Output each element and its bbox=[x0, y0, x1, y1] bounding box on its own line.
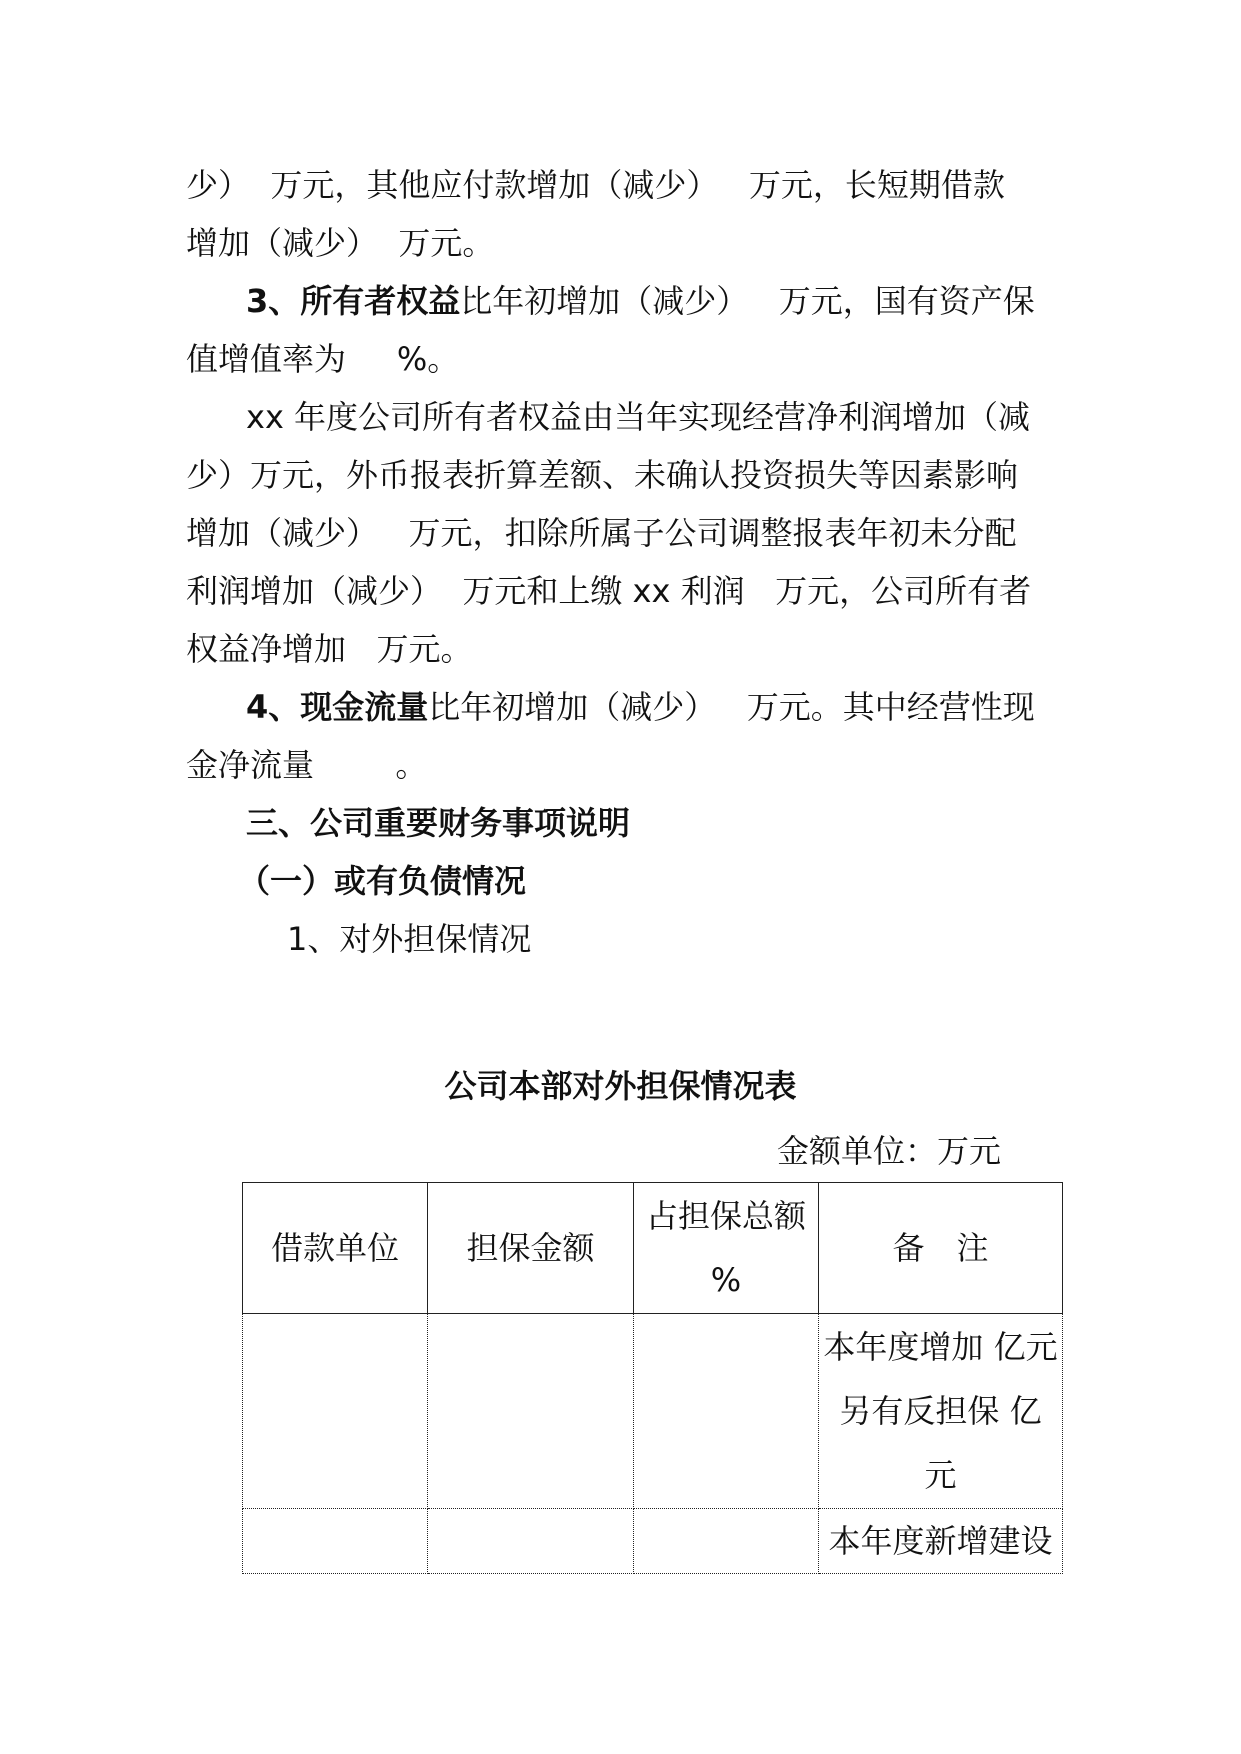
cell-share bbox=[634, 1314, 819, 1509]
body-line-7: 增加（减少） 万元，扣除所属子公司调整报表年初未分配 bbox=[186, 514, 1017, 552]
cell-amount bbox=[428, 1509, 634, 1574]
body-line-6: 少）万元，外币报表折算差额、未确认投资损失等因素影响 bbox=[186, 456, 1019, 494]
col-header-share-percent: % bbox=[710, 1261, 742, 1299]
section-heading-3: 三、公司重要财务事项说明 bbox=[246, 804, 631, 842]
body-line-9: 权益净增加 万元。 bbox=[186, 630, 473, 668]
cell-borrower bbox=[243, 1509, 428, 1574]
equity-text: 比年初增加（减少） 万元，国有资产保 bbox=[460, 282, 1035, 320]
col-header-share bbox=[634, 1183, 819, 1314]
amount-unit-label: 金额单位：万元 bbox=[777, 1132, 1002, 1170]
paragraph-cashflow bbox=[246, 687, 1035, 727]
cell-amount bbox=[428, 1314, 634, 1509]
col-header-share-label: 占担保总额 bbox=[645, 1197, 806, 1235]
body-line-4: 值增值率为 %。 bbox=[186, 340, 460, 378]
table-row bbox=[243, 1314, 1063, 1509]
table-header-row bbox=[243, 1183, 1063, 1314]
cell-remark bbox=[819, 1314, 1063, 1509]
col-header-amount: 担保金额 bbox=[428, 1183, 634, 1314]
remark-line-a: 本年度增加 亿元 bbox=[823, 1328, 1058, 1366]
item-heading-1: 1、对外担保情况 bbox=[287, 920, 532, 958]
paragraph-equity bbox=[246, 281, 1035, 321]
col-header-remark: 备 注 bbox=[819, 1183, 1063, 1314]
remark-line-b: 另有反担保 亿 bbox=[839, 1392, 1042, 1430]
subsection-heading-1: （一）或有负债情况 bbox=[238, 862, 527, 900]
remark-line-c: 元 bbox=[924, 1456, 957, 1494]
remark-line-a: 本年度新增建设 bbox=[828, 1522, 1053, 1560]
body-line-11: 金净流量 。 bbox=[186, 746, 428, 784]
cashflow-text: 比年初增加（减少） 万元。其中经营性现 bbox=[428, 688, 1035, 726]
cell-remark bbox=[819, 1509, 1063, 1574]
table-title: 公司本部对外担保情况表 bbox=[444, 1067, 797, 1105]
cashflow-heading: 4、现金流量 bbox=[246, 688, 429, 726]
col-header-borrower: 借款单位 bbox=[243, 1183, 428, 1314]
body-line-5: xx 年度公司所有者权益由当年实现经营净利润增加（减 bbox=[246, 398, 1031, 436]
body-line-2: 增加（减少） 万元。 bbox=[186, 224, 495, 262]
cell-borrower bbox=[243, 1314, 428, 1509]
body-line-1: 少） 万元，其他应付款增加（减少） 万元，长短期借款 bbox=[186, 166, 1005, 204]
cell-share bbox=[634, 1509, 819, 1574]
guarantee-table bbox=[242, 1182, 1063, 1574]
table-row bbox=[243, 1509, 1063, 1574]
body-line-8: 利润增加（减少） 万元和上缴 xx 利润 万元，公司所有者 bbox=[186, 572, 1032, 610]
equity-heading: 3、所有者权益 bbox=[246, 282, 461, 320]
